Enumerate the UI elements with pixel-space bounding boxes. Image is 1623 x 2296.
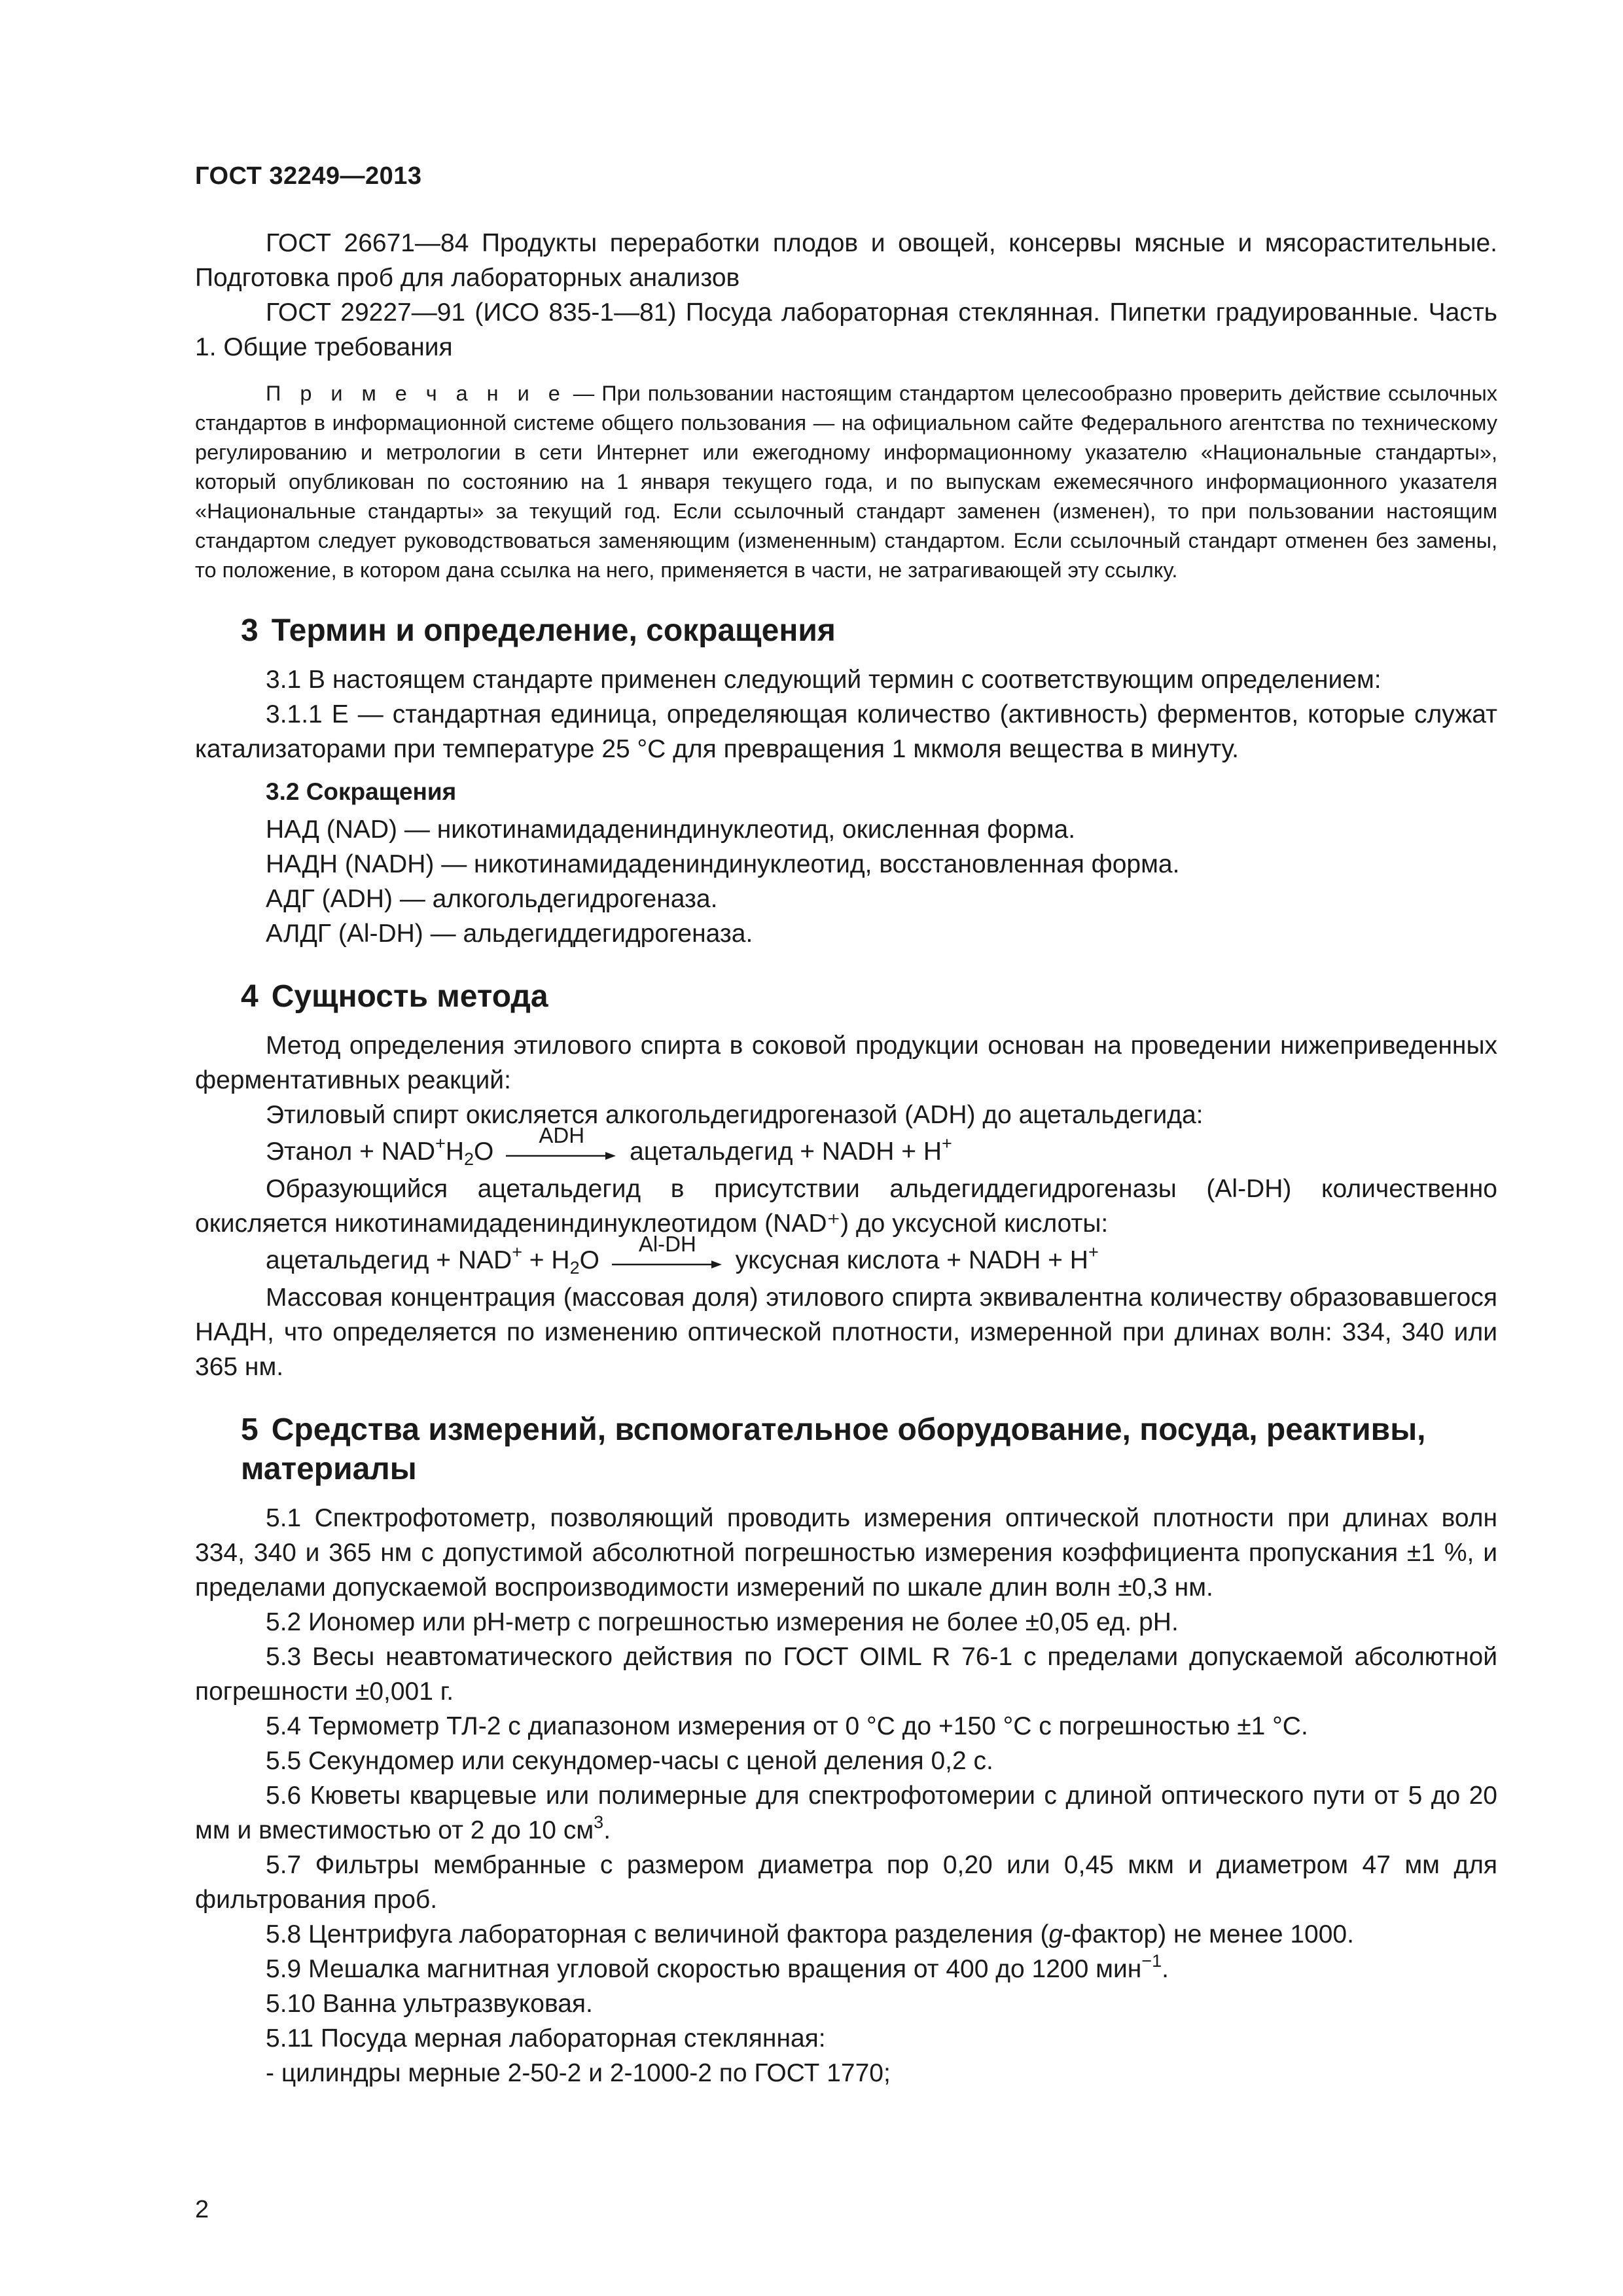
- section-5-heading: 5 Средства измерений, вспомогательное оборудование, посуда, реактивы, материалы: [241, 1412, 1426, 1486]
- abbreviation-nad: НАД (NAD) — никотинамидадениндинуклеотид, окисленная форма.: [266, 816, 1076, 844]
- item-5-11: 5.11 Посуда мерная лабораторная стеклянная:: [266, 2024, 826, 2053]
- note-paragraph: [195, 379, 1497, 585]
- section-3-2-heading: 3.2 Сокращения: [266, 778, 457, 805]
- abbreviation-adh: АДГ (ADH) — алкогольдегидрогеназа.: [266, 885, 718, 913]
- abbreviation-nadh: НАДН (NADH) — никотинамидадениндинуклеотид, восстановленная форма.: [266, 850, 1180, 878]
- item-5-1: 5.1 Спектрофотометр, позволяющий проводить измерения оптической плотности при длинах волн 334, 340 и 365 нм с допустимой абсолютной погрешностью измерения коэффициента пропускания ±1 %, и пределами допускаемой воспроизводимости измерений по шкале длин волн ±0,3 нм.: [195, 1504, 1497, 1602]
- section-4-heading: 4 Сущность метода: [241, 979, 548, 1014]
- document-header: ГОСТ 32249—2013: [195, 162, 422, 190]
- item-5-9: 5.9 Мешалка магнитная угловой скоростью вращения от 400 до 1200 мин$^{-1}$.: [266, 1951, 1169, 1983]
- item-5-5: 5.5 Секундомер или секундомер-часы с ценой деления 0,2 с.: [266, 1747, 993, 1775]
- item-5-6: 5.6 Кюветы кварцевые или полимерные для спектрофотомерии с длиной оптического пути от 5 до 20 мм и вместимостью от 2 до 10 $см^3$.: [195, 1782, 1497, 1844]
- reference-gost-26671: ГОСТ 26671—84 Продукты переработки плодов и овощей, консервы мясные и мясорастительные. Подготовка проб для лабораторных анализов: [195, 229, 1497, 292]
- page-number: 2: [195, 2196, 209, 2223]
- section-4-intro: Метод определения этилового спирта в соковой продукции основан на проведении нижеприведенных ферментативных реакций:: [195, 1031, 1497, 1094]
- section-4-acetaldehyde-oxidation: Образующийся ацетальдегид в присутствии альдегиддегидрогеназы (Al-DH) количественно окисляется никотинамидадениндинуклеотидом (NAD⁺) до уксусной кислоты:: [195, 1175, 1497, 1238]
- section-3-1-1: 3.1.1 Е — стандартная единица, определяющая количество (активность) ферментов, которые служат катализаторами при температуре 25 °С для превращения 1 мкмоля вещества в минуту.: [195, 700, 1497, 763]
- reaction-arrow-icon: ADH: [506, 1138, 617, 1164]
- item-5-2: 5.2 Иономер или рН-метр с погрешностью измерения не более ±0,05 ед. рН.: [266, 1608, 1179, 1636]
- reference-gost-29227: ГОСТ 29227—91 (ИСО 835-1—81) Посуда лабораторная стеклянная. Пипетки градуированные. Часть 1. Общие требования: [195, 298, 1497, 361]
- note-text: — При пользовании настоящим стандартом целесообразно проверить действие ссылочных стандартов в информационной системе общего пользования — на официальном сайте Федерального агентства по техническому регулированию и метрологии в сети Интернет или ежегодному информационному указателю «Национальные стандарты», который опубликован по состоянию на 1 января текущего года, и по выпускам ежемесячного информационного указателя «Национальные стандарты» за текущий год. Если ссылочный стандарт заменен (изменен), то при пользовании настоящим стандартом следует руководствоваться заменяющим (измененным) стандартом. Если ссылочный стандарт отменен без замены, то положение, в котором дана ссылка на него, применяется в части, не затрагивающей эту ссылку.: [195, 382, 1497, 582]
- section-3-heading: 3 Термин и определение, сокращения: [241, 613, 836, 648]
- list-item: - цилиндры мерные 2-50-2 и 2-1000-2 по ГОСТ 1770;: [266, 2059, 891, 2087]
- section-4-ethanol-oxidation: Этиловый спирт окисляется алкогольдегидрогеназой (ADH) до ацетальдегида:: [266, 1101, 1204, 1129]
- reaction-equation-1: Этанол + $NAD^+H_2O$ ADH ацетальдегид + NADH + H+: [266, 1123, 952, 1169]
- item-5-10: 5.10 Ванна ультразвуковая.: [266, 1990, 593, 2018]
- item-5-7: 5.7 Фильтры мембранные с размером диаметра пор 0,20 или 0,45 мкм и диаметром 47 мм для фильтрования проб.: [195, 1851, 1497, 1914]
- page-content: [195, 226, 1497, 2090]
- item-5-3: 5.3 Весы неавтоматического действия по ГОСТ OIML R 76-1 с пределами допускаемой абсолютной погрешности ±0,001 г.: [195, 1643, 1497, 1706]
- reaction-arrow-icon: Al-DH: [612, 1246, 723, 1272]
- section-3-1: 3.1 В настоящем стандарте применен следующий термин с соответствующим определением:: [266, 666, 1382, 694]
- item-5-8: 5.8 Центрифуга лабораторная с величиной фактора разделения (g-фактор) не менее 1000.: [266, 1920, 1354, 1948]
- note-label: П р и м е ч а н и е: [266, 382, 566, 405]
- item-5-4: 5.4 Термометр ТЛ-2 с диапазоном измерения от 0 °С до +150 °С с погрешностью ±1 °С.: [266, 1712, 1308, 1740]
- section-4-conclusion: Массовая концентрация (массовая доля) этилового спирта эквивалентна количеству образовавшегося НАДН, что определяется по изменению оптической плотности, измеренной при длинах волн: 334, 340 или 365 нм.: [195, 1283, 1497, 1381]
- reaction-equation-2: ацетальдегид + $NAD^+ + H_2O$ Al-DH уксусная кислота + NADH + H+: [266, 1232, 1099, 1278]
- abbreviation-aldh: АЛДГ (Al-DH) — альдегиддегидрогеназа.: [266, 920, 753, 948]
